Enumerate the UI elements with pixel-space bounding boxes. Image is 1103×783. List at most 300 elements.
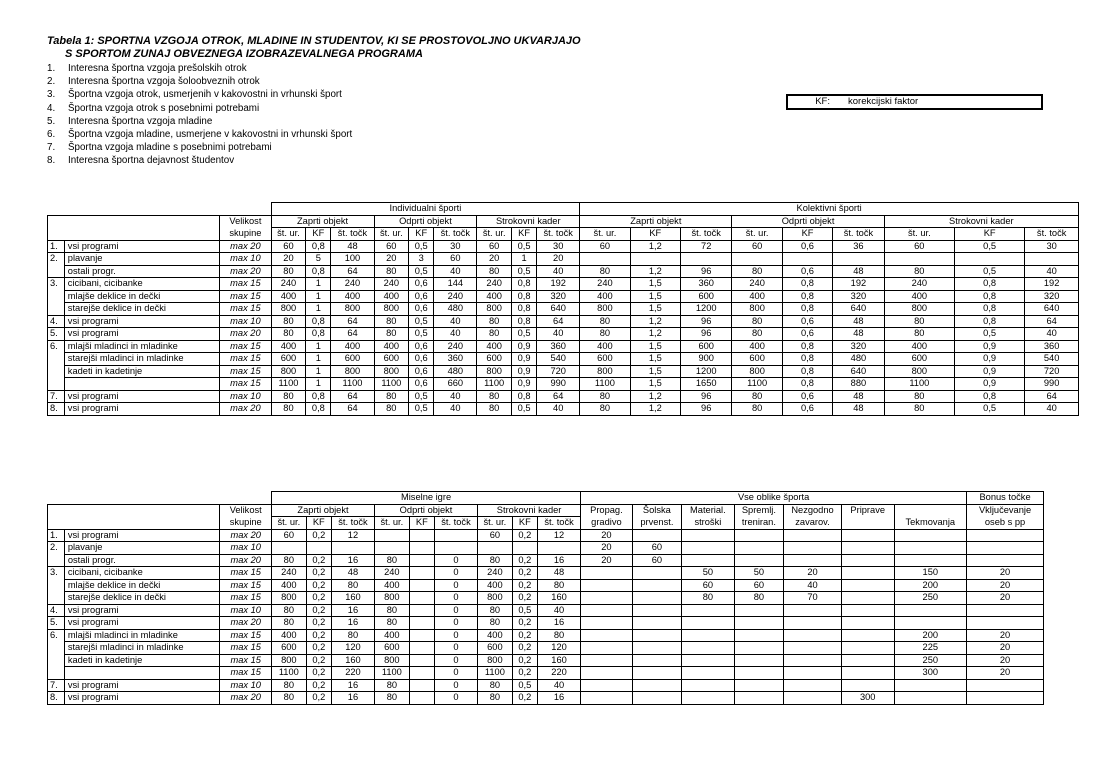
table-cell: 200 — [894, 579, 967, 592]
row-group-size: max 10 — [220, 253, 271, 266]
table-cell: 48 — [833, 403, 884, 416]
program-list-item — [47, 154, 352, 167]
table-cell: 0,8 — [306, 265, 331, 278]
table-cell: 50 — [734, 567, 783, 580]
table-cell: 0,8 — [782, 365, 832, 378]
table-cell: 400 — [884, 340, 954, 353]
row-label: starejše deklice in dečki — [64, 592, 220, 605]
table-cell: 48 — [331, 567, 374, 580]
table-cell: 80 — [271, 554, 306, 567]
table-cell: 800 — [271, 592, 306, 605]
table-cell: 80 — [580, 315, 630, 328]
table-cell: 80 — [580, 403, 630, 416]
t1-sub-header: Strokovni kader — [884, 215, 1078, 228]
t1-col-header: št. točk — [331, 228, 374, 241]
table-cell: 600 — [732, 353, 782, 366]
table-cell: 192 — [1025, 278, 1079, 291]
table-cell — [682, 617, 735, 630]
table-cell: 80 — [477, 315, 512, 328]
table-cell: 40 — [434, 328, 477, 341]
row-group-size: max 15 — [220, 654, 272, 667]
table-cell — [632, 617, 681, 630]
table-cell: 0 — [434, 554, 477, 567]
row-label: starejše deklice in dečki — [64, 303, 219, 316]
table-cell: 60 — [374, 240, 409, 253]
table-cell: 60 — [580, 240, 630, 253]
table-cell: 20 — [967, 642, 1044, 655]
table-cell — [782, 253, 832, 266]
table-cell: 80 — [537, 629, 580, 642]
table-cell: 40 — [434, 390, 477, 403]
table-cell: 20 — [967, 629, 1044, 642]
table-cell: 60 — [732, 240, 782, 253]
table-cell: 80 — [477, 403, 512, 416]
table-cell: 0,6 — [409, 365, 434, 378]
table-cell: 800 — [477, 303, 512, 316]
table-cell: 40 — [434, 403, 477, 416]
table-cell — [409, 579, 434, 592]
table-cell: 80 — [271, 604, 306, 617]
table-cell — [375, 529, 410, 542]
row-number — [48, 353, 65, 366]
table-cell: 60 — [434, 253, 477, 266]
table-row — [48, 353, 1079, 366]
table-cell — [894, 604, 967, 617]
program-list-item — [47, 62, 352, 75]
table-cell: 80 — [732, 403, 782, 416]
table-cell — [434, 542, 477, 555]
table-cell: 0,5 — [512, 604, 537, 617]
table-cell: 60 — [632, 554, 681, 567]
table-cell: 0 — [434, 667, 477, 680]
table-cell: 80 — [884, 315, 954, 328]
program-number: 1. — [47, 63, 56, 74]
table-cell — [632, 604, 681, 617]
t2-extra-header-bottom: gradivo — [581, 517, 633, 530]
t2-extra-header-bottom: oseb s pp — [967, 517, 1044, 530]
table-row — [48, 303, 1079, 316]
t2-extra-header-top: Šolska — [632, 504, 681, 517]
table-cell — [581, 592, 633, 605]
table-cell — [732, 253, 782, 266]
table-cell: 0,2 — [306, 567, 331, 580]
table-cell: 16 — [331, 617, 374, 630]
table-cell: 80 — [271, 692, 306, 705]
table-cell — [894, 679, 967, 692]
table-cell: 0,8 — [306, 390, 331, 403]
table-cell: 1 — [306, 340, 331, 353]
t1-col-header: KF — [306, 228, 331, 241]
table-cell — [632, 529, 681, 542]
table-cell: 16 — [331, 679, 374, 692]
table-cell: 240 — [271, 567, 306, 580]
table-row — [48, 542, 1044, 555]
table-cell: 80 — [732, 315, 782, 328]
program-label: Interesna športna dejavnost študentov — [68, 155, 235, 167]
t2-extra-header-bottom: stroški — [682, 517, 735, 530]
title-line-1: Tabela 1: SPORTNA VZGOJA OTROK, MLADINE IN STUDENTOV, KI SE PROSTOVOLJNO UKVARJAJO — [47, 35, 581, 47]
table-cell: 1,2 — [630, 240, 680, 253]
program-number: 5. — [47, 115, 56, 127]
table-cell: 0,2 — [512, 667, 537, 680]
table-cell: 800 — [884, 303, 954, 316]
table-cell: 40 — [1025, 265, 1079, 278]
row-label: starejši mladinci in mladinke — [64, 642, 220, 655]
table-cell: 80 — [331, 579, 374, 592]
t2-size-header-2: skupine — [220, 517, 272, 530]
row-group-size: max 15 — [220, 567, 272, 580]
t1-col-header: št. ur. — [884, 228, 954, 241]
row-label: vsi programi — [64, 328, 219, 341]
table-cell: 64 — [537, 390, 580, 403]
table-cell — [967, 617, 1044, 630]
table-cell — [884, 253, 954, 266]
table-cell: 240 — [434, 290, 477, 303]
table-cell: 160 — [331, 592, 374, 605]
table-cell: 240 — [477, 278, 512, 291]
table-cell: 400 — [478, 629, 513, 642]
table-cell: 80 — [580, 265, 630, 278]
table-cell: 1,5 — [630, 303, 680, 316]
t2-extra-header-bottom: Tekmovanja — [894, 517, 967, 530]
table-cell — [409, 592, 434, 605]
table-cell: 480 — [434, 303, 477, 316]
table-cell — [537, 542, 580, 555]
t1-col-header: KF — [782, 228, 832, 241]
t1-col-header: KF — [409, 228, 434, 241]
table-cell: 0,5 — [409, 240, 434, 253]
program-label: Športna vzgoja otrok, usmerjenih v kakovostni in vrhunski šport — [68, 89, 342, 101]
t2-extra-header-bottom: prvenst. — [632, 517, 681, 530]
t2-size-header-1: Velikost — [220, 504, 272, 517]
table-cell — [734, 542, 783, 555]
table-cell: 0,9 — [954, 340, 1024, 353]
table-cell: 96 — [681, 390, 732, 403]
table-cell: 1,5 — [630, 378, 680, 391]
table-cell — [841, 679, 894, 692]
table-cell: 80 — [271, 403, 306, 416]
table-cell: 240 — [884, 278, 954, 291]
table-cell: 800 — [375, 654, 410, 667]
table-row — [48, 567, 1044, 580]
table-cell: 1100 — [375, 667, 410, 680]
row-label: vsi programi — [64, 604, 220, 617]
table-cell: 600 — [374, 353, 409, 366]
table-cell — [841, 579, 894, 592]
t1-col-header: št. ur. — [271, 228, 306, 241]
row-label: mlajši mladinci in mladinke — [64, 340, 219, 353]
table-cell: 320 — [833, 340, 884, 353]
table-cell: 0,9 — [512, 353, 537, 366]
table-cell — [954, 253, 1024, 266]
table-row — [48, 617, 1044, 630]
table-cell: 80 — [375, 617, 410, 630]
row-group-size: max 15 — [220, 579, 272, 592]
table-row — [48, 265, 1079, 278]
row-label: plavanje — [64, 542, 220, 555]
row-label: mlajši mladinci in mladinke — [64, 629, 220, 642]
table-cell: 1100 — [732, 378, 782, 391]
table-cell: 40 — [537, 403, 580, 416]
table-cell — [409, 529, 434, 542]
table-cell: 1100 — [478, 667, 513, 680]
t2-extra-header-top: Priprave — [841, 504, 894, 517]
table-cell: 1,5 — [630, 340, 680, 353]
row-number: 2. — [48, 542, 65, 555]
t2-col-header: št. točk — [434, 517, 477, 530]
table-cell: 16 — [537, 692, 580, 705]
table-cell: 250 — [894, 592, 967, 605]
table-cell: 160 — [331, 654, 374, 667]
row-label: vsi programi — [64, 529, 220, 542]
row-label — [64, 667, 220, 680]
table-cell: 0,5 — [409, 390, 434, 403]
table-cell: 0,6 — [782, 315, 832, 328]
row-number: 6. — [48, 629, 65, 642]
table-cell — [409, 617, 434, 630]
row-label: kadeti in kadetinje — [64, 654, 220, 667]
table-cell — [375, 542, 410, 555]
table-cell: 0,8 — [782, 378, 832, 391]
table-cell — [1025, 253, 1079, 266]
table-cell — [632, 579, 681, 592]
row-group-size: max 10 — [220, 542, 272, 555]
table-cell: 0,2 — [306, 692, 331, 705]
table-cell — [734, 654, 783, 667]
table-cell: 80 — [884, 403, 954, 416]
row-group-size: max 15 — [220, 629, 272, 642]
table-cell: 0,2 — [306, 529, 331, 542]
document-title — [47, 35, 581, 61]
table-cell: 80 — [478, 554, 513, 567]
table-cell: 64 — [537, 315, 580, 328]
table-cell: 240 — [434, 340, 477, 353]
t2-extra-header-top — [894, 504, 967, 517]
table-cell: 150 — [894, 567, 967, 580]
row-group-size: max 15 — [220, 592, 272, 605]
table-row — [48, 654, 1044, 667]
table-cell: 1100 — [580, 378, 630, 391]
table-cell: 20 — [374, 253, 409, 266]
row-number — [48, 554, 65, 567]
table-cell: 0,6 — [782, 265, 832, 278]
table-cell: 20 — [784, 567, 842, 580]
table-cell — [632, 642, 681, 655]
table-cell: 0,6 — [409, 303, 434, 316]
t1-col-header: št. točk — [681, 228, 732, 241]
t1-sub-header: Zaprti objekt — [580, 215, 732, 228]
t1-sub-header: Zaprti objekt — [271, 215, 374, 228]
table-cell — [734, 692, 783, 705]
table-cell: 30 — [537, 240, 580, 253]
table-cell: 800 — [478, 654, 513, 667]
table-cell: 60 — [478, 529, 513, 542]
table-cell: 80 — [732, 328, 782, 341]
table-cell: 660 — [434, 378, 477, 391]
table-cell: 900 — [681, 353, 732, 366]
table-cell — [682, 629, 735, 642]
table-cell — [409, 629, 434, 642]
t2-extra-header-top: Propag. — [581, 504, 633, 517]
row-group-size: max 15 — [220, 278, 271, 291]
table-cell: 0,8 — [954, 278, 1024, 291]
row-label: vsi programi — [64, 240, 219, 253]
table-cell: 36 — [833, 240, 884, 253]
table-cell: 990 — [537, 378, 580, 391]
program-list-item — [47, 128, 352, 141]
table-cell — [682, 679, 735, 692]
table-cell: 1100 — [884, 378, 954, 391]
table-cell: 0,9 — [954, 378, 1024, 391]
table-cell — [784, 554, 842, 567]
table-cell: 80 — [884, 390, 954, 403]
table-cell: 640 — [537, 303, 580, 316]
table-row — [48, 365, 1079, 378]
table-cell: 0,8 — [306, 328, 331, 341]
program-list-item — [47, 141, 352, 154]
table-cell: 30 — [1025, 240, 1079, 253]
table-cell: 60 — [884, 240, 954, 253]
table-cell: 48 — [833, 328, 884, 341]
table-cell: 0,9 — [954, 365, 1024, 378]
table-cell — [734, 554, 783, 567]
table-cell: 20 — [967, 567, 1044, 580]
table-cell: 80 — [884, 328, 954, 341]
program-number: 3. — [47, 89, 56, 101]
row-number — [48, 378, 65, 391]
row-group-size: max 20 — [220, 240, 271, 253]
table-cell: 80 — [734, 592, 783, 605]
row-number — [48, 290, 65, 303]
t2-extra-header-bottom: treniran. — [734, 517, 783, 530]
table-cell: 80 — [478, 679, 513, 692]
table-cell — [682, 542, 735, 555]
table-cell: 120 — [537, 642, 580, 655]
table-cell: 20 — [581, 529, 633, 542]
table-cell — [841, 642, 894, 655]
table-cell: 0,5 — [512, 328, 537, 341]
table-cell: 0,6 — [409, 378, 434, 391]
table-cell: 600 — [580, 353, 630, 366]
table-cell: 80 — [732, 265, 782, 278]
table-cell: 64 — [331, 328, 374, 341]
table-cell — [682, 642, 735, 655]
row-group-size: max 15 — [220, 353, 271, 366]
table-cell: 400 — [477, 340, 512, 353]
table-cell — [734, 642, 783, 655]
table-cell — [331, 542, 374, 555]
legend-box — [786, 94, 1043, 110]
table-row — [48, 328, 1079, 341]
table-cell: 192 — [833, 278, 884, 291]
table-cell: 360 — [1025, 340, 1079, 353]
table-cell — [409, 542, 434, 555]
row-number — [48, 365, 65, 378]
table-cell: 1100 — [374, 378, 409, 391]
table-cell: 0,8 — [782, 290, 832, 303]
table-cell — [632, 629, 681, 642]
table-cell — [682, 692, 735, 705]
table-cell — [967, 529, 1044, 542]
table-cell: 20 — [537, 253, 580, 266]
table-cell — [784, 617, 842, 630]
table-cell: 0 — [434, 567, 477, 580]
table-cell: 400 — [271, 290, 306, 303]
table-cell: 0 — [434, 604, 477, 617]
table-cell: 540 — [537, 353, 580, 366]
table-cell: 400 — [478, 579, 513, 592]
table-cell: 0,8 — [512, 290, 537, 303]
table-cell: 990 — [1025, 378, 1079, 391]
row-number: 7. — [48, 679, 65, 692]
table-cell — [841, 529, 894, 542]
table-cell: 400 — [374, 340, 409, 353]
table-cell: 0,2 — [306, 604, 331, 617]
table-cell: 400 — [580, 340, 630, 353]
row-label — [64, 378, 219, 391]
table-cell: 12 — [331, 529, 374, 542]
table-cell — [894, 617, 967, 630]
row-number: 8. — [48, 692, 65, 705]
table-cell: 1,2 — [630, 390, 680, 403]
t1-sub-header: Odprti objekt — [732, 215, 884, 228]
program-list-item — [47, 88, 352, 101]
table-cell: 0,2 — [512, 654, 537, 667]
table-cell — [841, 617, 894, 630]
table-cell — [841, 554, 894, 567]
table-cell: 64 — [331, 315, 374, 328]
table-cell: 80 — [478, 692, 513, 705]
row-label: vsi programi — [64, 692, 220, 705]
table-cell: 40 — [784, 579, 842, 592]
t2-group-bonus: Bonus točke — [967, 492, 1044, 505]
t2-col-header: št. točk — [537, 517, 580, 530]
table-cell: 16 — [331, 554, 374, 567]
table-cell — [734, 629, 783, 642]
program-list-item — [47, 115, 352, 128]
table-cell: 20 — [271, 253, 306, 266]
table-row — [48, 592, 1044, 605]
table-row — [48, 642, 1044, 655]
program-number: 6. — [47, 129, 56, 141]
table-cell: 20 — [581, 542, 633, 555]
table-cell — [734, 529, 783, 542]
table-cell — [581, 692, 633, 705]
table-cell: 20 — [967, 579, 1044, 592]
program-number: 7. — [47, 142, 56, 154]
table-row — [48, 679, 1044, 692]
table-cell: 0,2 — [306, 679, 331, 692]
table-cell: 0,8 — [954, 303, 1024, 316]
table-cell — [784, 654, 842, 667]
table-cell: 600 — [375, 642, 410, 655]
table-cell: 0,8 — [782, 278, 832, 291]
table-cell — [581, 629, 633, 642]
table-cell: 360 — [681, 278, 732, 291]
table-cell: 640 — [1025, 303, 1079, 316]
table-cell: 64 — [331, 390, 374, 403]
table-cell: 800 — [271, 365, 306, 378]
table-row — [48, 667, 1044, 680]
table-cell — [784, 642, 842, 655]
table-cell: 16 — [537, 617, 580, 630]
row-label: ostali progr. — [64, 554, 220, 567]
table-cell: 80 — [374, 403, 409, 416]
table-cell: 600 — [271, 353, 306, 366]
table-cell: 0,9 — [512, 365, 537, 378]
table-cell: 0,2 — [512, 629, 537, 642]
table-cell: 240 — [331, 278, 374, 291]
